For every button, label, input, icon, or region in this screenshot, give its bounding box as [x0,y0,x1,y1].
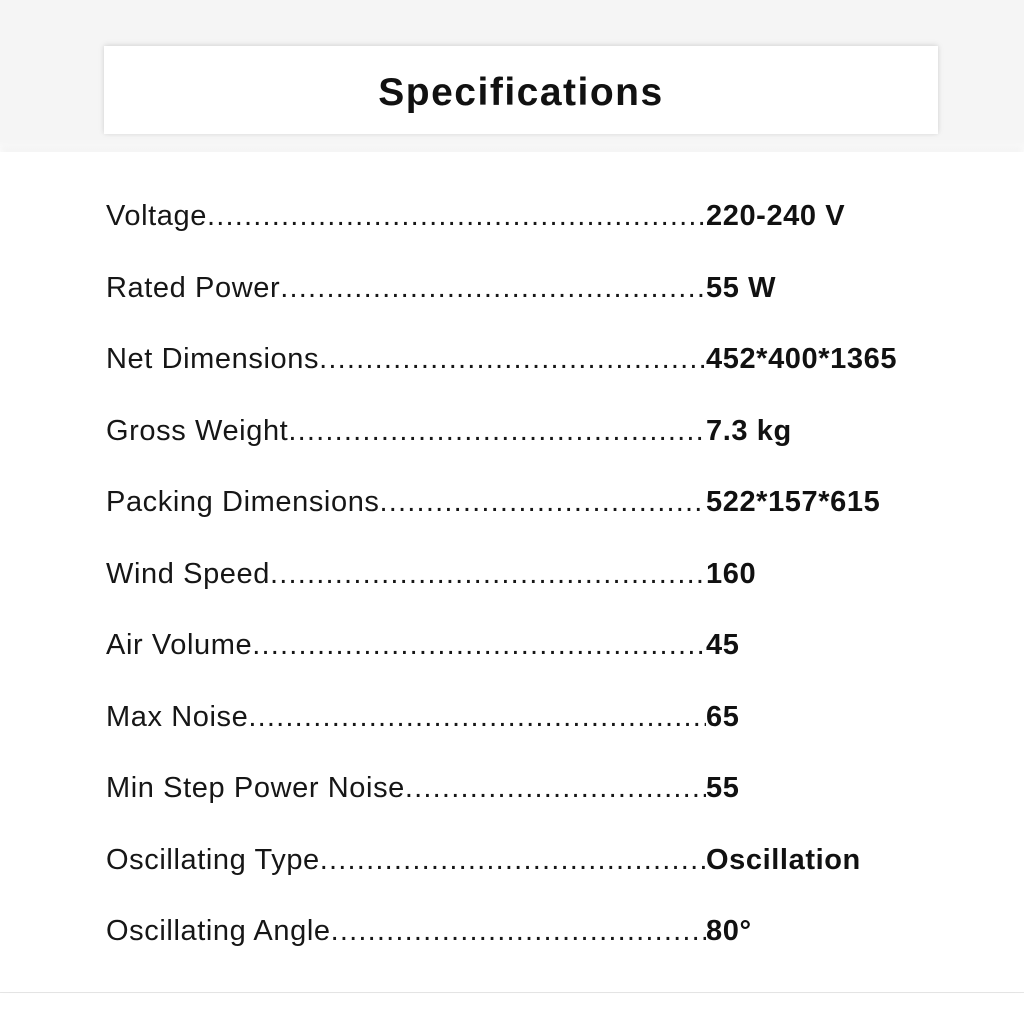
spec-label: Rated Power [106,271,281,304]
spec-value: 160 [706,557,757,590]
spec-value: 452*400*1365 [706,343,898,375]
spec-value: 522*157*615 [706,486,881,518]
spec-row-min-step-power-noise [106,768,966,840]
spec-label: Voltage [106,200,207,232]
spec-value: 55 [706,772,740,804]
spec-value: 7.3 kg [706,414,792,447]
spec-label: Gross Weight [106,414,289,447]
spec-row-wind-speed [106,554,966,626]
spec-row-rated-power [106,268,966,340]
page-title: Specifications [378,71,664,114]
dot-leader [288,411,706,451]
spec-label: Min Step Power Noise [106,772,405,804]
spec-label: Packing Dimensions [106,486,380,518]
dot-leader [319,339,706,379]
spec-row-oscillating-type [106,840,966,912]
spec-row-net-dimensions [106,339,966,411]
spec-value: 45 [706,629,740,661]
spec-value: 55 W [706,271,777,304]
spec-label: Max Noise [106,700,249,733]
dot-leader [280,268,706,308]
spec-row-max-noise [106,697,966,769]
title-tab [104,46,938,134]
spec-row-gross-weight [106,411,966,483]
dot-leader [405,768,706,808]
dot-leader [320,840,706,880]
dot-leader [207,196,706,236]
spec-label: Net Dimensions [106,343,320,375]
spec-row-packing-dimensions [106,482,966,554]
dot-leader [331,911,706,951]
spec-row-oscillating-angle [106,911,966,983]
dot-leader [270,554,706,594]
spec-label: Oscillating Angle [106,915,331,947]
spec-label: Wind Speed [106,557,270,590]
spec-label: Air Volume [106,629,253,661]
spec-label: Oscillating Type [106,843,320,876]
spec-panel [0,152,1024,992]
bottom-divider [0,992,1024,993]
dot-leader [248,697,706,737]
dot-leader [380,482,706,522]
spec-value: 80° [706,915,752,947]
spec-row-air-volume [106,625,966,697]
spec-value: 220-240 V [706,200,846,232]
spec-row-voltage [106,196,966,268]
dot-leader [252,625,706,665]
spec-list [106,196,966,983]
spec-value: 65 [706,700,740,733]
spec-value: Oscillation [706,843,861,876]
